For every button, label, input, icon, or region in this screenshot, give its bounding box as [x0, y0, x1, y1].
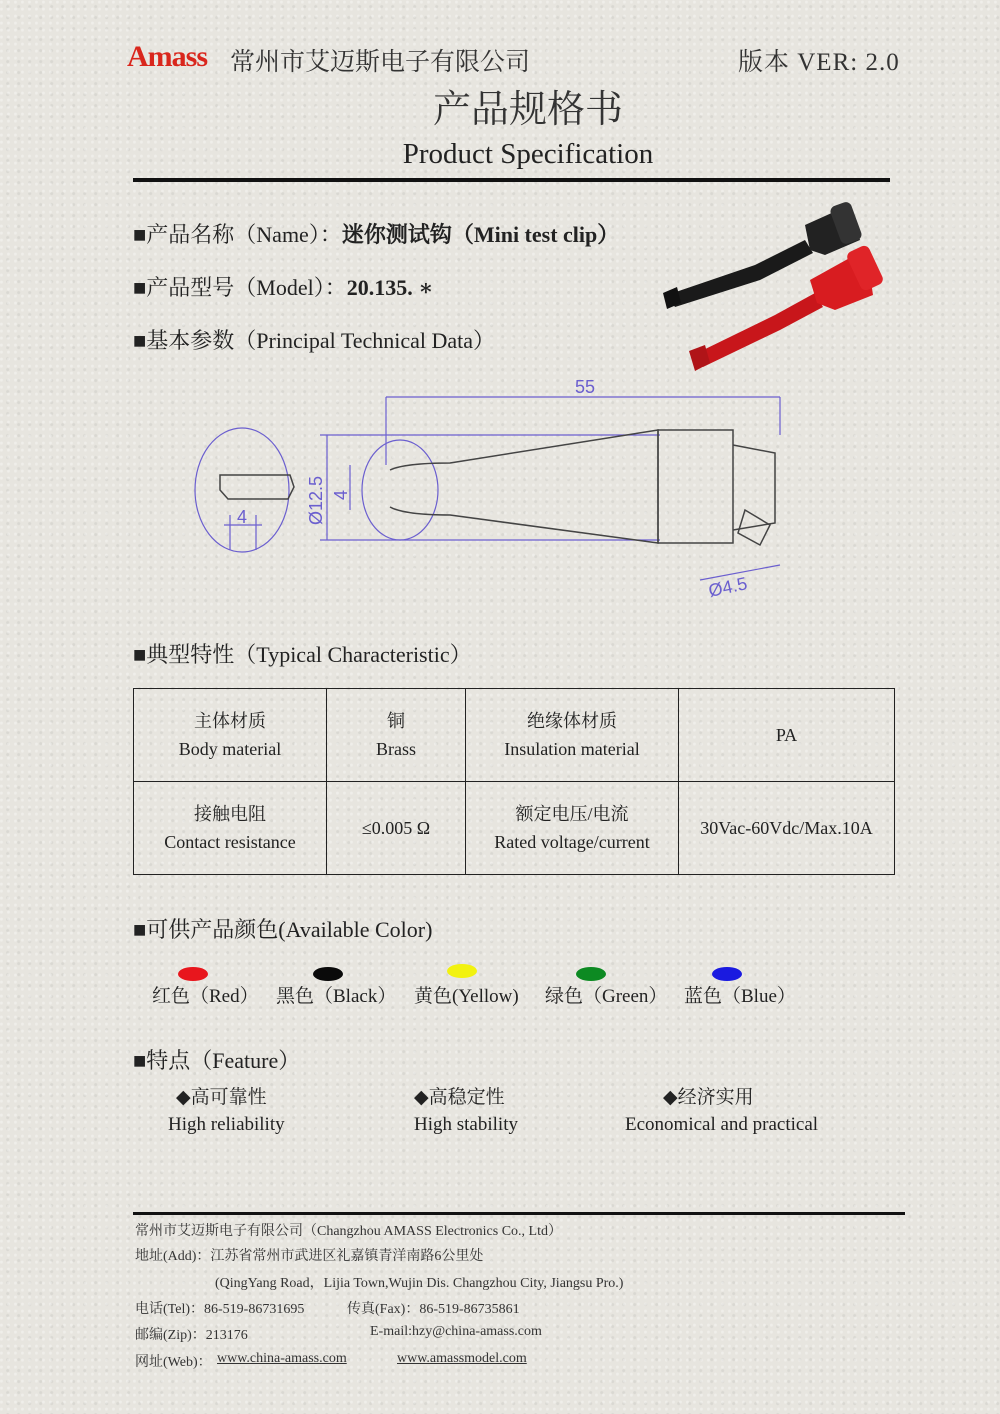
clip-outline	[220, 430, 775, 545]
version-label: 版本 VER: 2.0	[738, 49, 900, 76]
color-swatch-green	[576, 967, 606, 981]
colors-heading: ■可供产品颜色(Available Color)	[133, 917, 433, 942]
color-label-green: 绿色（Green）	[545, 986, 668, 1007]
dim-diameter-label: Ø12.5	[306, 475, 326, 525]
footer-divider	[133, 1212, 905, 1215]
table-cell: PA	[679, 689, 895, 782]
footer-address-en: (QingYang Road，Lijia Town,Wujin Dis. Changzhou City, Jiangsu Pro.)	[215, 1276, 624, 1291]
website-link-china-amass[interactable]: www.china-amass.com	[217, 1351, 347, 1366]
dim-hook-label: 4	[237, 507, 248, 527]
color-swatch-black	[313, 967, 343, 981]
page-title-en: Product Specification	[402, 138, 654, 170]
feature-item: ◆经济实用 Economical and practical	[625, 1087, 819, 1135]
detail-circle	[195, 428, 289, 552]
typical-heading: ■典型特性（Typical Characteristic）	[133, 642, 472, 667]
table-cell: 绝缘体材质 Insulation material	[466, 689, 679, 782]
feature-item: ◆高可靠性 High reliability	[168, 1087, 285, 1135]
table-cell: 30Vac-60Vdc/Max.10A	[679, 782, 895, 875]
website-link-amassmodel[interactable]: www.amassmodel.com	[397, 1351, 527, 1366]
footer-address: 地址(Add)：江苏省常州市武进区礼嘉镇青洋南路6公里处	[135, 1249, 484, 1264]
table-row	[134, 782, 895, 875]
table-cell: 主体材质 Body material	[134, 689, 327, 782]
params-heading: ■基本参数（Principal Technical Data）	[133, 328, 496, 353]
technical-drawing	[190, 375, 790, 605]
dim-tail-label: Ø4.5	[706, 573, 750, 601]
product-name-label: ■产品名称（Name）：	[133, 222, 342, 247]
footer-zip: 邮编(Zip)：213176	[135, 1328, 248, 1343]
company-logo: Amass	[127, 40, 208, 73]
header-divider	[133, 178, 890, 182]
table-row	[134, 689, 895, 782]
color-label-yellow: 黄色(Yellow)	[414, 986, 519, 1007]
color-label-blue: 蓝色（Blue）	[684, 986, 796, 1007]
table-cell: ≤0.005 Ω	[327, 782, 466, 875]
footer-email: E-mail:hzy@china-amass.com	[370, 1324, 542, 1339]
product-name-line	[133, 218, 619, 249]
table-cell: 接触电阻 Contact resistance	[134, 782, 327, 875]
product-model-line	[133, 271, 433, 302]
color-swatch-yellow	[447, 964, 477, 978]
product-model-label: ■产品型号（Model）：	[133, 275, 347, 300]
color-swatch-red	[178, 967, 208, 981]
feature-item: ◆高稳定性 High stability	[414, 1087, 518, 1135]
footer-web-label: 网址(Web)：	[135, 1355, 212, 1370]
product-name-value: 迷你测试钩（Mini test clip）	[341, 222, 620, 247]
table-cell: 额定电压/电流 Rated voltage/current	[466, 782, 679, 875]
dim-length-label: 55	[575, 377, 596, 397]
dim-tip-label: 4	[331, 489, 351, 500]
footer-fax: 传真(Fax)：86-519-86735861	[347, 1302, 520, 1317]
color-label-black: 黑色（Black）	[276, 986, 397, 1007]
features-heading: ■特点（Feature）	[133, 1048, 301, 1073]
spec-table	[133, 688, 895, 875]
footer-tel: 电话(Tel)：86-519-86731695	[135, 1302, 305, 1317]
page-title-cn: 产品规格书	[432, 89, 623, 131]
product-model-value: 20.135. ∗	[346, 275, 434, 300]
color-swatch-blue	[712, 967, 742, 981]
product-photo	[655, 195, 905, 375]
company-name: 常州市艾迈斯电子有限公司	[230, 49, 531, 76]
table-cell: 铜 Brass	[327, 689, 466, 782]
color-label-red: 红色（Red）	[152, 986, 259, 1007]
footer-company: 常州市艾迈斯电子有限公司（Changzhou AMASS Electronics Co., Ltd）	[135, 1224, 562, 1239]
